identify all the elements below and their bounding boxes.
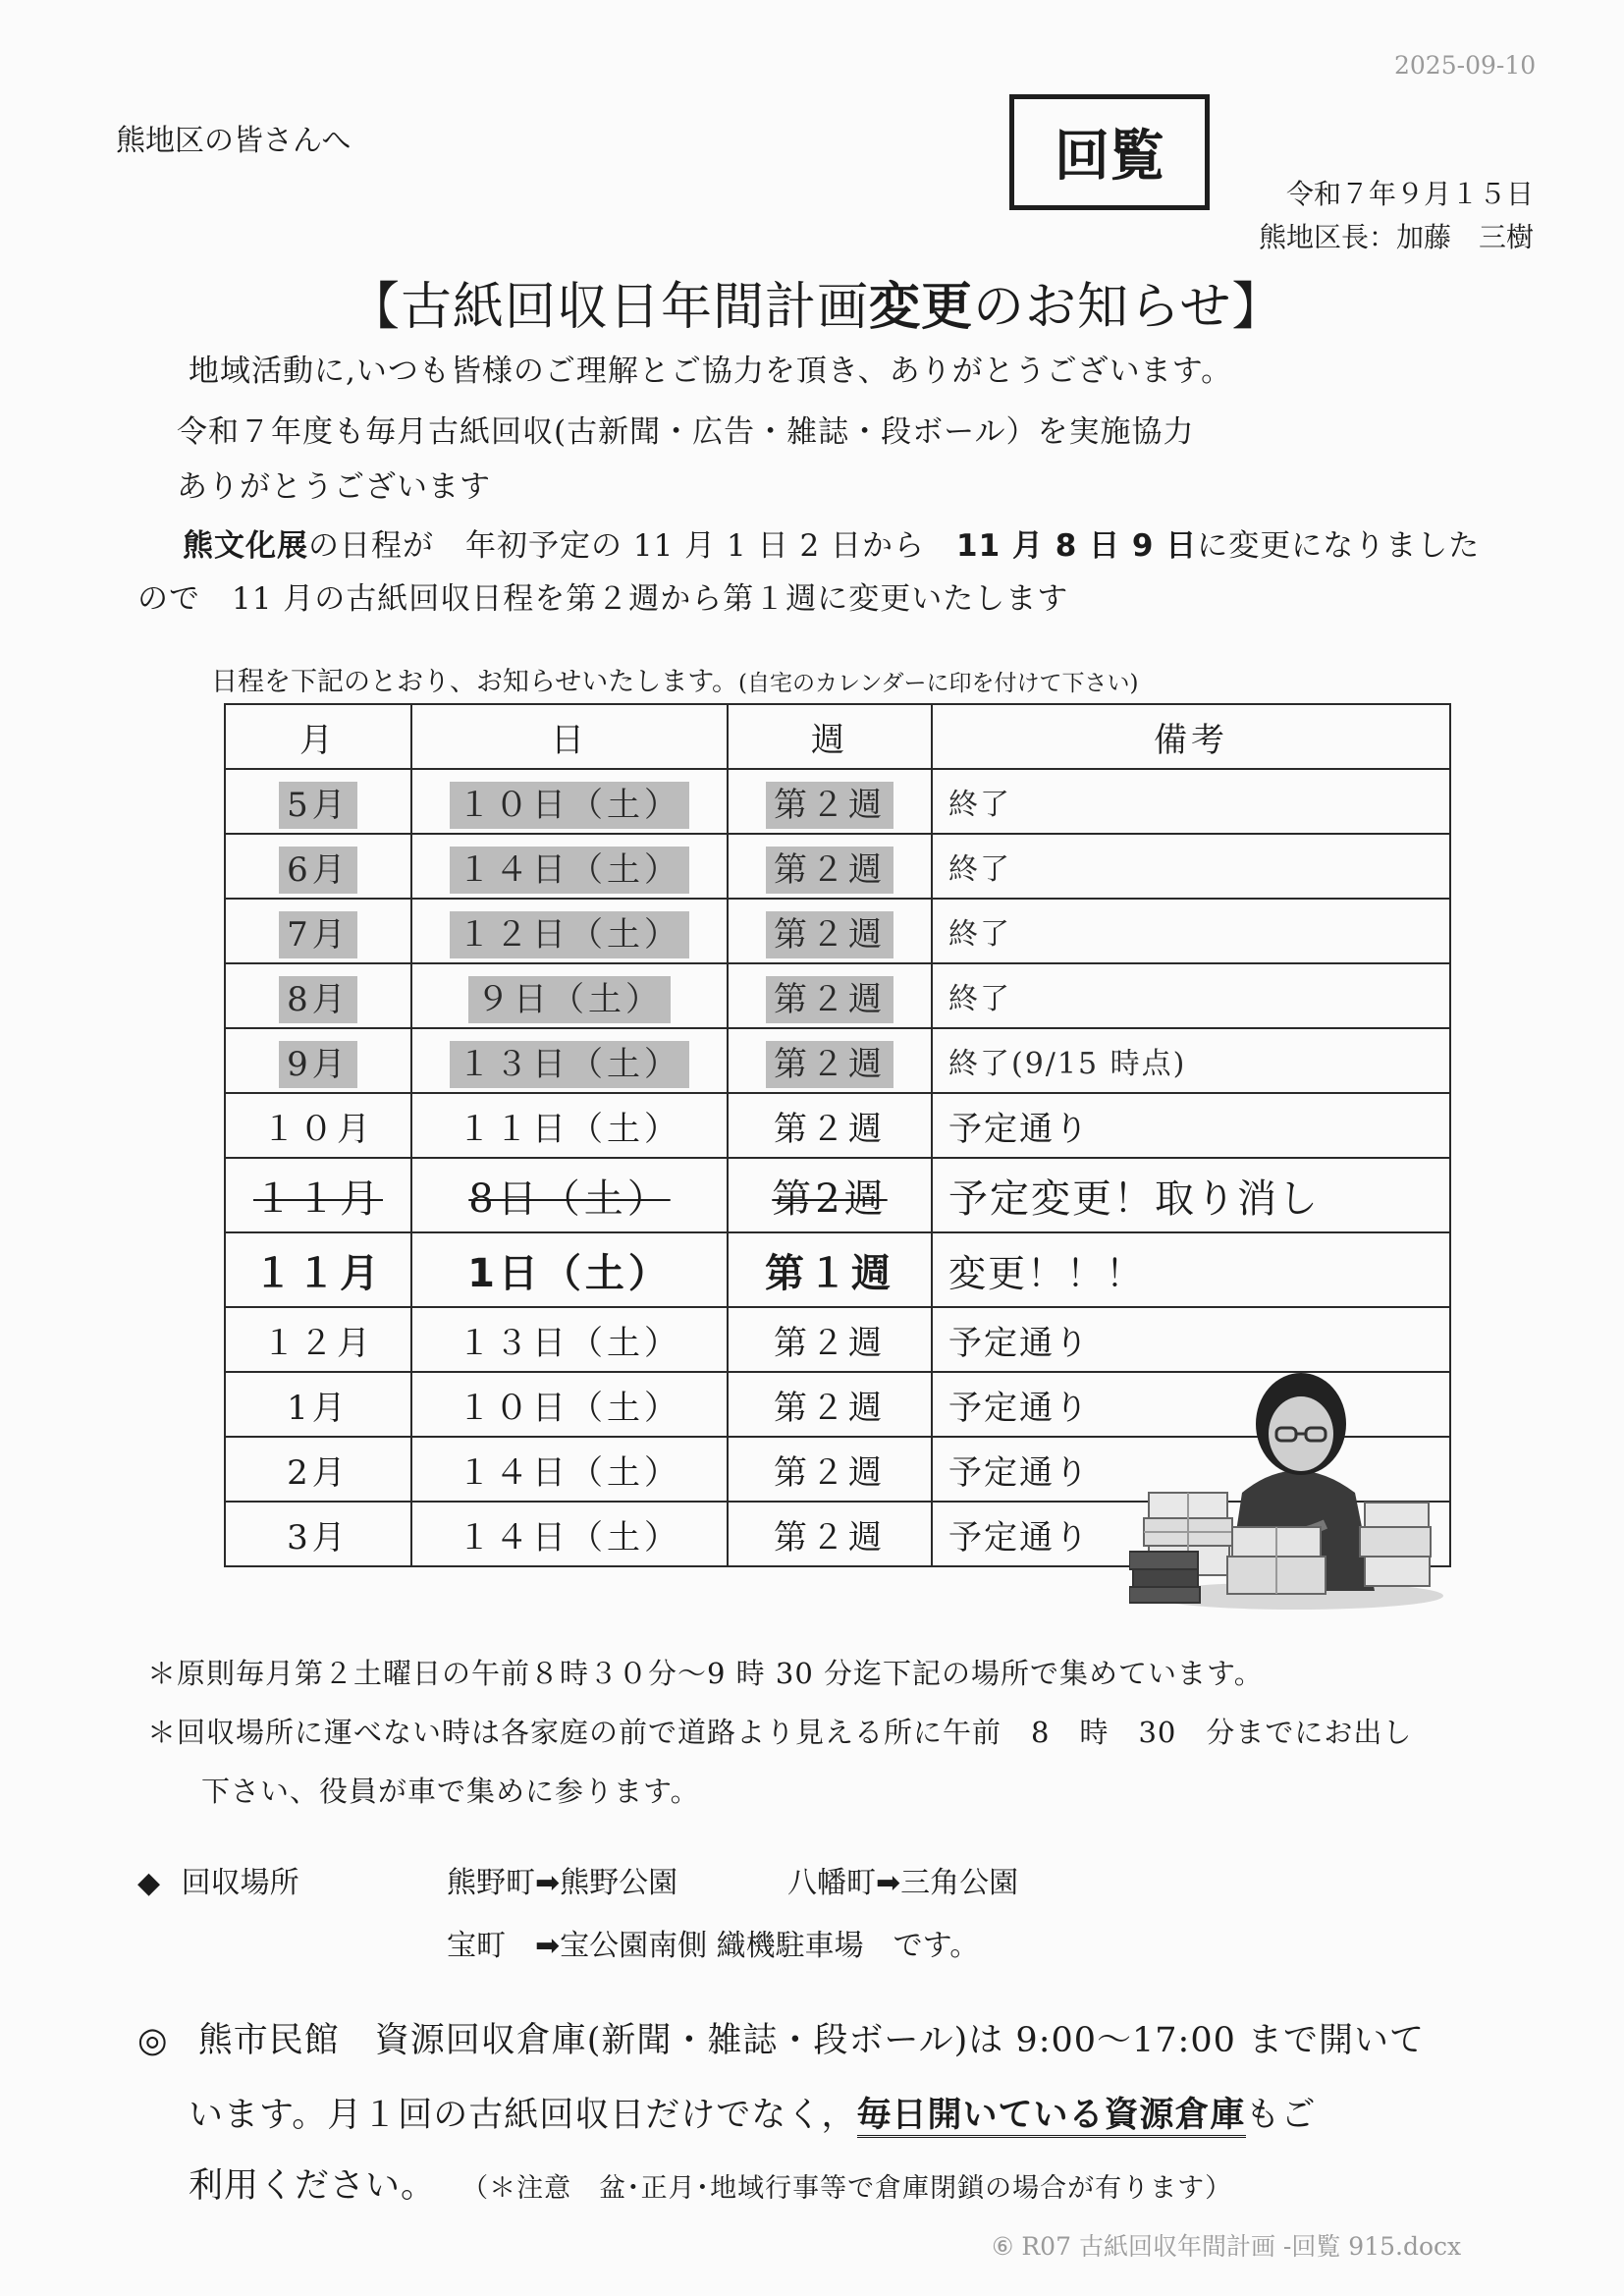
day-cell: １２日（土） [450,911,689,958]
new-event-dates: 11 月 8 日 9 日 [956,528,1198,564]
table-row-cancelled [225,1158,1450,1232]
week-cell: 第2週 [772,1175,888,1222]
location-takara: 宝町 ➡宝公園南側 織機駐車場 です。 [447,1929,980,1963]
diamond-bullet-icon: ◆ [137,1866,161,1900]
table-row [225,899,1450,963]
day-cell: １４日（土） [411,1437,728,1502]
header-notes: 備考 [932,704,1450,769]
day-cell: ９日（土） [468,976,671,1023]
week-cell: 第２週 [728,1307,932,1372]
month-cell: 6月 [279,847,357,894]
warehouse-line-1-text: 熊市民館 資源回収倉庫(新聞・雑誌・段ボール)は 9:00～17:00 まで開いて [197,2021,1426,2060]
warehouse-line-3 [189,2159,1232,2208]
note-cell: 予定通り [932,1437,1450,1502]
day-cell: １１日（土） [411,1093,728,1158]
table-row [225,1093,1450,1158]
month-cell: １１月 [253,1175,383,1222]
collection-location-label [137,1858,299,1901]
note-cell: 予定通り [932,1307,1450,1372]
note-cell: 終了 [932,963,1450,1028]
rule-line-3: 下さい、役員が車で集めに参ります。 [201,1775,700,1808]
event-name: 熊文化展 [183,528,308,564]
document-title [349,265,1283,339]
week-cell: 第２週 [728,1437,932,1502]
month-cell: 9月 [279,1041,357,1088]
note-cell: 予定変更！取り消し [932,1158,1450,1232]
note-cell: 変更！！！ [932,1232,1450,1307]
month-cell: １１月 [225,1232,411,1307]
intro-line-1: 地域活動に,いつも皆様のご理解とご協力を頂き、ありがとうございます。 [189,354,1233,389]
schedule-notice [211,660,1138,698]
month-cell: 3月 [225,1502,411,1566]
location-label-text: 回収場所 [181,1866,299,1900]
week-cell: 第２週 [766,911,893,958]
day-cell: １４日（土） [411,1502,728,1566]
title-bold: 変更 [869,278,974,337]
day-cell: １０日（土） [450,782,689,829]
week-cell: 第２週 [728,1093,932,1158]
week-cell: 第２週 [766,976,893,1023]
notice-sub: (自宅のカレンダーに印を付けて下さい) [738,671,1139,696]
warehouse-closure-note: （＊注意 盆･正月･地域行事等で倉庫閉鎖の場合が有ります） [461,2173,1233,2204]
day-cell: １３日（土） [450,1041,689,1088]
table-row-changed [225,1232,1450,1307]
rule-line-2: ＊回収場所に運べない時は各家庭の前で道路より見える所に午前 8 時 30 分までにお出し [147,1716,1413,1749]
note-cell: 終了 [932,899,1450,963]
title-open: 【古紙回収日年間計画 [349,278,870,337]
table-row [225,1028,1450,1093]
location-yawata: 八幡町➡三角公園 [787,1866,1019,1900]
issuer: 熊地区長：加藤 三樹 [1258,221,1534,253]
note-cell: 終了 [932,834,1450,899]
note-cell: 予定通り [932,1093,1450,1158]
kairan-stamp: 回覧 [1009,94,1210,210]
day-cell: １４日（土） [450,847,689,894]
month-cell: 1月 [225,1372,411,1437]
month-cell: １０月 [225,1093,411,1158]
week-cell: 第１週 [728,1232,932,1307]
month-cell: 7月 [279,911,357,958]
header-month: 月 [225,704,411,769]
title-close: のお知らせ】 [973,278,1284,337]
warehouse-line-1 [137,2013,1425,2062]
week-cell: 第２週 [728,1372,932,1437]
week-cell: 第２週 [728,1502,932,1566]
day-cell: １０日（土） [411,1372,728,1437]
header-day: 日 [411,704,728,769]
intro-line-4 [183,520,1480,565]
intro-line-4-end: に変更になりました [1197,528,1481,564]
location-kumano: 熊野町➡熊野公園 [447,1866,678,1900]
week-cell: 第２週 [766,782,893,829]
note-cell: 予定通り [932,1502,1450,1566]
intro-line-4-mid: の日程が 年初予定の 11 月 1 日 2 日から [308,528,957,564]
week-cell: 第２週 [766,847,893,894]
table-header-row [225,704,1450,769]
double-circle-icon: ◎ [137,2021,169,2060]
addressee: 熊地区の皆さんへ [116,124,352,158]
notice-main: 日程を下記のとおり、お知らせいたします。 [211,667,739,697]
intro-line-2: 令和７年度も毎月古紙回収(古新聞・広告・雑誌・段ボール）を実施協力 [177,414,1195,450]
week-cell: 第２週 [766,1041,893,1088]
intro-line-3: ありがとうございます [177,469,491,505]
note-cell: 終了 [932,769,1450,834]
month-cell: 8月 [279,976,357,1023]
note-cell: 終了(9/15 時点) [932,1028,1450,1093]
day-cell: １３日（土） [411,1307,728,1372]
month-cell: 2月 [225,1437,411,1502]
woman-with-newspaper-bundles-illustration [1129,1355,1453,1611]
warehouse-line-2-start: います。月１回の古紙回収日だけでなく， [189,2096,857,2135]
table-row [225,834,1450,899]
file-name-footer: ⑥ R07 古紙回収年間計画 -回覧 915.docx [992,2232,1462,2261]
day-cell: 1日（土） [411,1232,728,1307]
warehouse-highlight: 毎日開いている資源倉庫 [857,2096,1246,2138]
day-cell: 8日（土） [468,1175,671,1222]
note-cell: 予定通り [932,1372,1450,1437]
issue-date: 令和７年９月１５日 [1285,178,1534,210]
rule-line-1: ＊原則毎月第２土曜日の午前８時３０分～9 時 30 分迄下記の場所で集めています。 [147,1657,1264,1690]
header-week: 週 [728,704,932,769]
print-date: 2025-09-10 [1394,51,1537,80]
warehouse-line-2-end: もご [1245,2096,1317,2135]
table-row [225,769,1450,834]
warehouse-line-3-text: 利用ください。 [189,2166,437,2206]
month-cell: 5月 [279,782,357,829]
warehouse-line-2 [189,2088,1317,2137]
table-row [225,963,1450,1028]
month-cell: １２月 [225,1307,411,1372]
intro-line-5: ので 11 月の古紙回収日程を第２週から第１週に変更いたします [137,581,1069,617]
